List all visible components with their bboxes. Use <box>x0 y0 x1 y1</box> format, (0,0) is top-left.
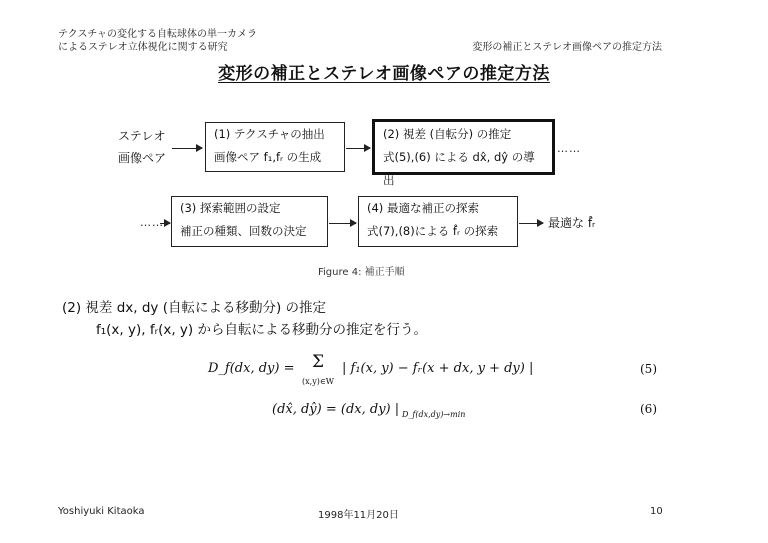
page-title: 変形の補正とステレオ画像ペアの推定方法 <box>218 64 550 84</box>
eq6-subscript: D_f(dx,dy)→min <box>402 410 466 419</box>
continuation-dots-left: …… <box>140 216 164 229</box>
footer-date: 1998年11月20日 <box>318 510 399 521</box>
header-left-line2: によるステレオ立体視化に関する研究 <box>58 42 228 53</box>
arrow-step4-to-output <box>519 223 543 224</box>
footer-page-number: 10 <box>650 506 663 517</box>
eq5-lhs: D_f(dx, dy) = <box>208 361 295 376</box>
figure-caption: Figure 4: 補正手順 <box>318 267 405 278</box>
eq6-number: (6) <box>640 402 657 416</box>
step3-box <box>171 196 328 247</box>
continuation-dots-right: …… <box>557 142 581 155</box>
header-right: 変形の補正とステレオ画像ペアの推定方法 <box>472 42 662 53</box>
section-text: f₁(x, y), fᵣ(x, y) から自転による移動分の推定を行う。 <box>96 322 427 338</box>
arrow-step1-to-step2 <box>346 148 370 149</box>
step2-line1: (2) 視差 (自転分) の推定 <box>383 127 512 141</box>
eq5-number: (5) <box>640 362 657 376</box>
header-left-line1: テクスチャの変化する自転球体の単一カメラ <box>58 29 257 40</box>
output-label: 最適な f̂ᵣ <box>548 216 596 230</box>
eq5-rhs: | f₁(x, y) − fᵣ(x + dx, y + dy) | <box>342 361 534 376</box>
step1-line1: (1) テクスチャの抽出 <box>214 127 325 141</box>
input-label-line1: ステレオ <box>118 129 166 143</box>
eq5-sum-subscript: (x,y)∈W <box>302 377 334 386</box>
step2-box <box>372 119 555 187</box>
arrow-step3-to-step4 <box>329 223 356 224</box>
eq6-lhs: (dx̂, dŷ) = (dx, dy) | <box>272 402 400 417</box>
step4-line1: (4) 最適な補正の探索 <box>367 201 479 215</box>
step2-line2: 式(5),(6) による dx̂, dŷ の導出 <box>383 150 535 187</box>
step3-line1: (3) 探索範囲の設定 <box>180 201 281 215</box>
input-label-line2: 画像ペア <box>118 151 167 165</box>
step3-line2: 補正の種類、回数の決定 <box>180 224 307 238</box>
arrow-dots-to-step3 <box>160 223 170 224</box>
step4-line2: 式(7),(8)による f̂ᵣ の探索 <box>367 224 499 238</box>
step1-line2: 画像ペア f₁,fᵣ の生成 <box>214 150 322 164</box>
arrow-input-to-step1 <box>172 148 202 149</box>
step4-box <box>358 196 518 247</box>
section-heading: (2) 視差 dx, dy (自転による移動分) の推定 <box>62 300 327 316</box>
footer-author: Yoshiyuki Kitaoka <box>58 506 145 517</box>
step1-box <box>205 122 345 172</box>
eq5-sum-symbol: Σ <box>311 352 325 372</box>
